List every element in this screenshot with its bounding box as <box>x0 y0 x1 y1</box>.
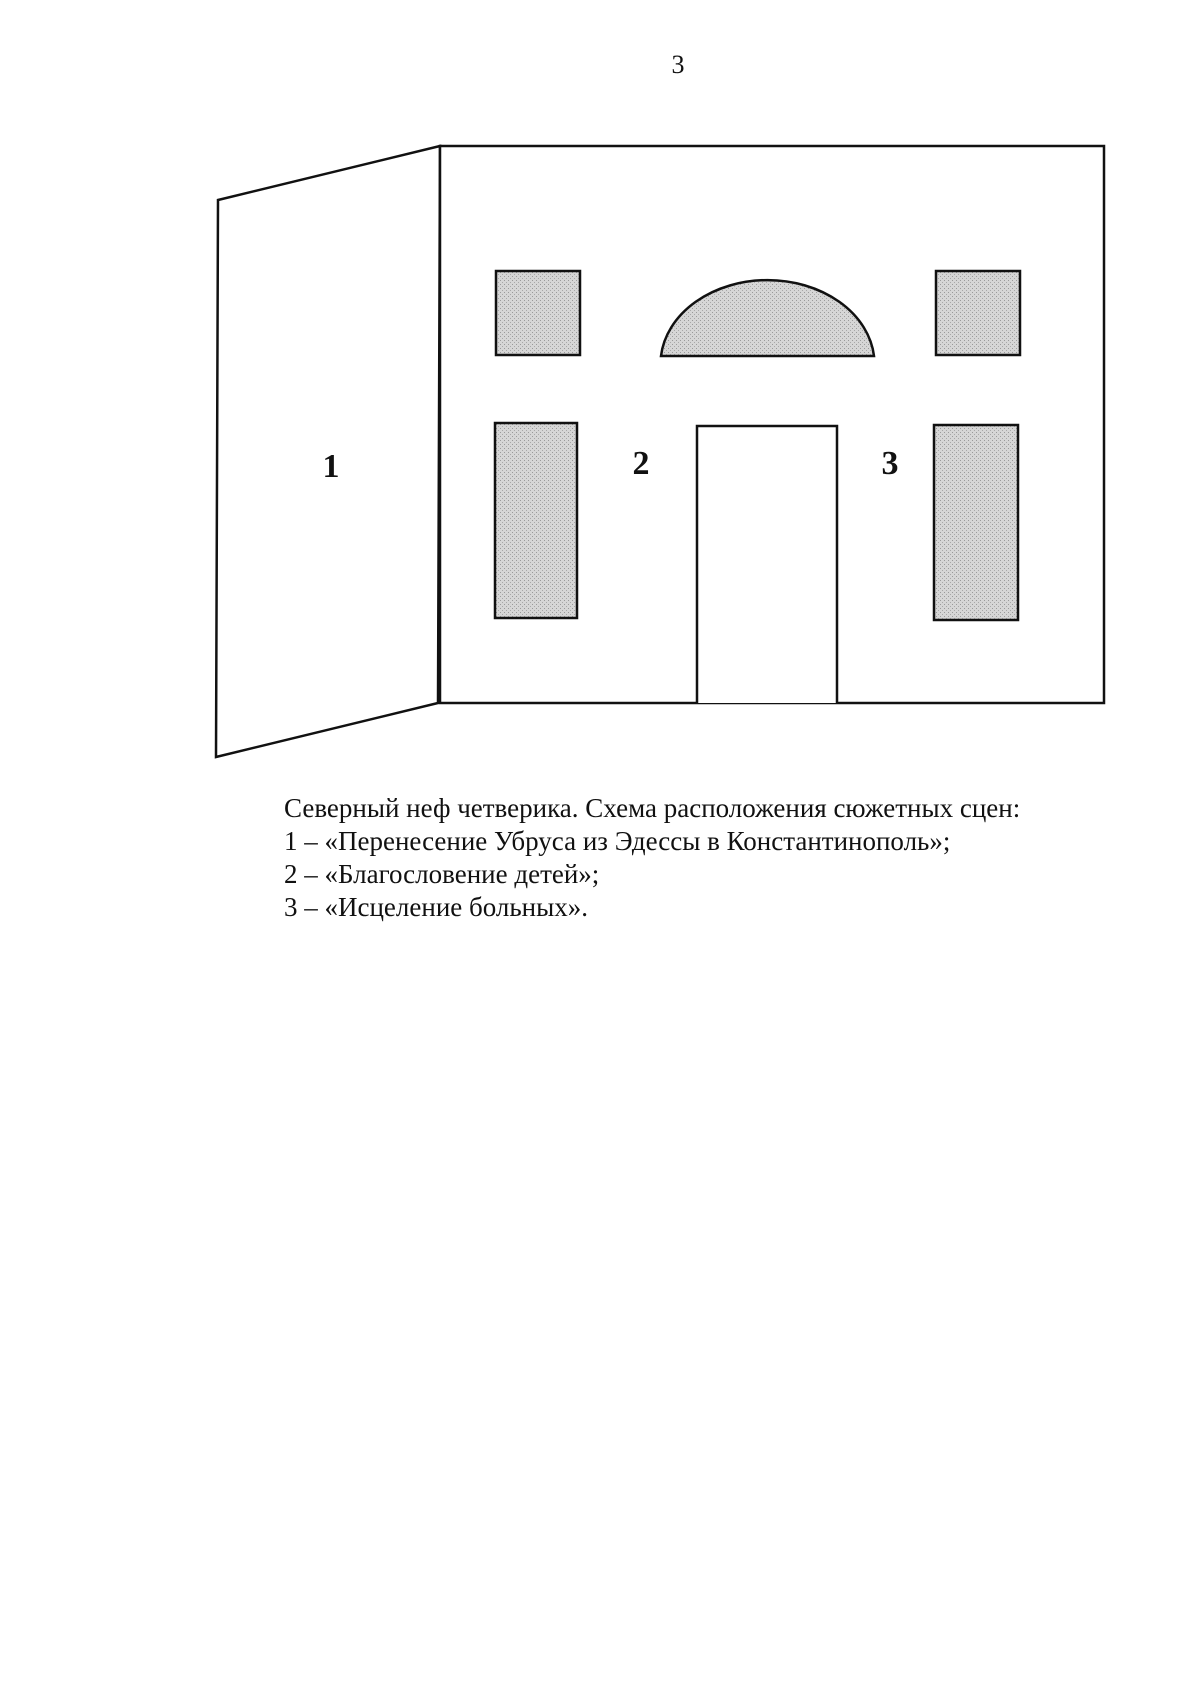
scheme-caption <box>284 792 1104 924</box>
lower-right-window <box>934 425 1018 620</box>
caption-title: Северный неф четверика. Схема расположения сюжетных сцен: <box>284 793 1021 823</box>
lower-left-window <box>495 423 577 618</box>
caption-item-2: 2 – «Благословение детей»; <box>284 859 600 889</box>
upper-left-window <box>496 271 580 355</box>
page-number: 3 <box>671 50 685 79</box>
upper-right-window <box>936 271 1020 355</box>
nave-scheme-diagram <box>0 0 1200 800</box>
scene-label-3: 3 <box>881 445 899 482</box>
caption-item-3: 3 – «Исцеление больных». <box>284 892 589 922</box>
scene-label-1: 1 <box>322 448 340 485</box>
scene-label-2: 2 <box>632 445 650 482</box>
caption-item-1: 1 – «Перенесение Убруса из Эдессы в Константинополь»; <box>284 826 951 856</box>
door-opening <box>697 426 837 703</box>
